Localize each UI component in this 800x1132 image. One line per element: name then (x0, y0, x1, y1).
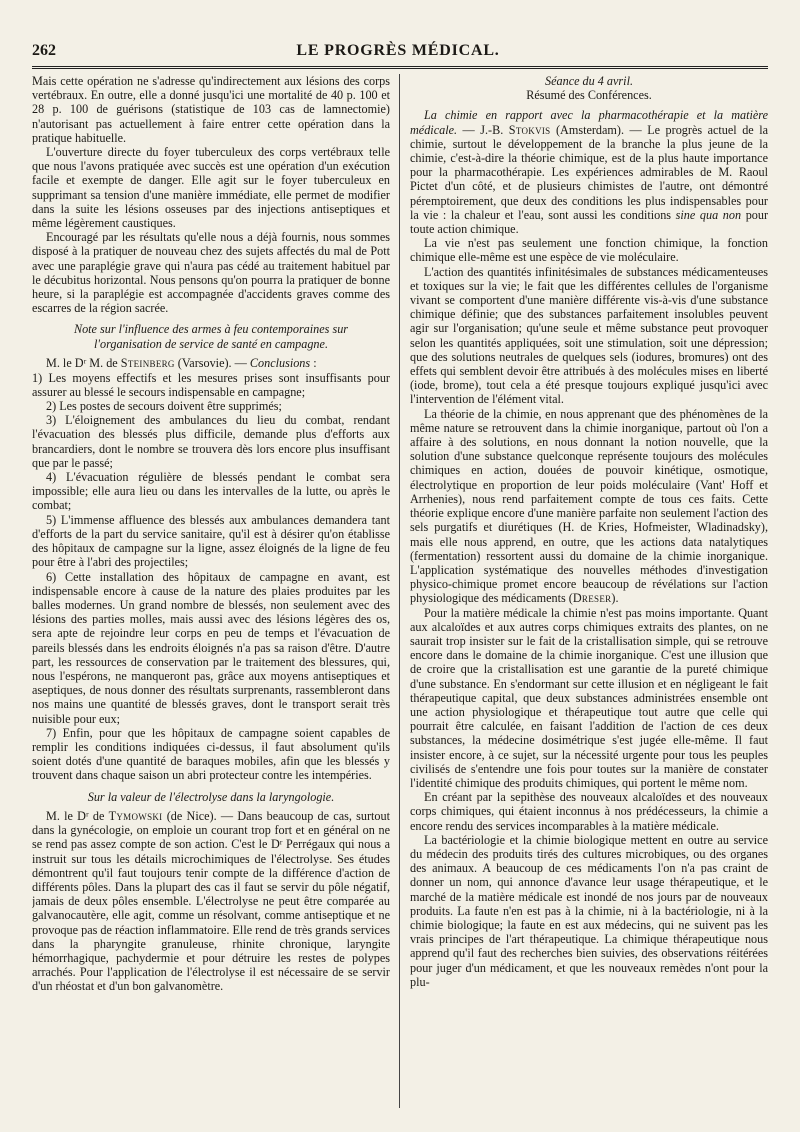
author-name: Stokvis (508, 122, 551, 137)
paragraph: L'ouverture directe du foyer tuberculeux des corps vertébraux telle que nous l'avons pratiquée avec succès est une opération d'un exécution facile et exempte de danger. Elle agit sur le foyer tuberculeux en supprimant sa tension d'une manière immédiate, elle permet de modifier dans la suite les lésions osseuses par des injections antiseptiques et même légèrement caustiques. (32, 145, 390, 231)
conclusion-item: 5) L'immense affluence des blessés aux ambulances demandera tant d'efforts de la part du service sanitaire, qu'il est à désirer qu'on établisse des hôpitaux de campagne sur la ligne, assez éloignés de la ligne de feu pour être à l'abri des projectiles; (32, 512, 390, 570)
paragraph-text: La théorie de la chimie, en nous apprenant que des phénomènes de la même nature se retrouvent dans la chimie inorganique, partout où l'on a affaire à des solutions, en nous donnant la notion nouvelle, que la solution d'une substance quelconque représente toujours des molécules chimiques en action, douées de pouvoir kinétique, osmotique, électrolytique en proportion de leur poids moléculaire (Vant' Hoff et Arrhenies), nous rend parfaitement compte de tous ces faits. Cette théorie explique encore d'une manière parfaite non seulement l'action des sels purgatifs et diurétiques (H. de Kries, Hofmeister, Wladinadsky), mais elle nous apprend, en outre, que les actions data natalytiques (fermentation) ressortent aussi du domaine de la chimie inorganique. L'application systématique des nouvelles méthodes d'investigation physico-chimique promet encore beaucoup de révélations sur l'action physiologique des médicaments ( (410, 406, 768, 606)
section-title-tymowski: Sur la valeur de l'électrolyse dans la laryngologie. (87, 789, 335, 804)
paragraph-text: ). (611, 591, 619, 606)
column-divider (399, 74, 400, 1108)
section-title-steinberg: Note sur l'influence des armes à feu contemporaines sur l'organisation de service de santé en campagne. (73, 322, 349, 351)
lecture-title: La chimie en rapport avec la pharmacothérapie et la matière médicale. (410, 108, 768, 137)
paragraph-tymowski (32, 809, 390, 994)
conclusion-item: 7) Enfin, pour que les hôpitaux de campagne soient capables de remplir les conditions indiquées ci-dessus, il faut absolument qu'ils soient dotés d'une quantité de baraques mobiles, afin que les blessés y trouvent dans chaque saison un abri protecteur contre les intempéries. (32, 725, 390, 783)
left-column (32, 74, 390, 1114)
paragraph-theory (410, 407, 768, 606)
right-column (410, 74, 768, 1114)
conclusion-item: 1) Les moyens effectifs et les mesures prises sont insuffisants pour assurer au blessé le secours indispensable en campagne; (32, 370, 390, 399)
dash: — J.-B. (462, 122, 504, 137)
paragraph: L'action des quantités infinitésimales de substances médicamenteuses et toxiques sur la vie; le fait que les différentes cellules de l'organisme vivant se comportent d'une manière différente vis-à-vis d'une substance chimique définie; que des substances parfaitement insolubles peuvent agir sur l'organisation; qu'une seule et même substance peut provoquer selon les quantités appliquées, soit une stimulation, soit une dépression; que des solutions neutrales de quelques sels (iodures, bromures) ont des effets qui semblent devoir être attribués à des molécules mises en liberté (iode, brome), tout cela a été presque toujours expliqué jusqu'ici avec l'intervention de l'élément vital. (410, 264, 768, 407)
author-name: Dreser (572, 591, 612, 606)
paragraph: Encouragé par les résultats qu'elle nous a déjà fournis, nous sommes disposé à la pratiquer de nouveau chez des sujets affectés du mal de Pott avec une paraplégie grave qui n'aura pas cédé au traitement habituel par le décubitus horizontal. Nous pensons qu'on pourra la pratiquer de bonne heure, si la paraplégie est accompagnée d'accidents graves comme des escarres de la région sacrée. (32, 230, 390, 316)
author-name: Tymowski (108, 809, 163, 824)
page-number: 262 (32, 42, 56, 59)
header-rule (32, 66, 768, 69)
paragraph-text: (Amsterdam). — Le progrès actuel de la chimie, surtout le développement de la branche la plus jeune de la chimie, c'est-à-dire la théorie chimique, est de la plus haute importance pour la pharmacothérapie. Les expériences admirables de M. Raoul Pictet d'un côté, et de plusieurs chimistes de l'autre, ont démontré péremptoirement, que deux des conditions les plus indispensables pour la vie : la chaleur et l'eau, sont aussi les conditions (410, 122, 768, 222)
author-line-steinberg (32, 356, 390, 370)
running-title: LE PROGRÈS MÉDICAL. (296, 42, 500, 59)
colon: : (313, 356, 317, 371)
conclusions-label: Conclusions (249, 356, 311, 371)
conclusion-item: 6) Cette installation des hôpitaux de campagne en avant, est indispensable encore à cause de la nature des plaies produites par les balles modernes. Un grand nombre de blessés, non seulement avec des lésions des parties molles, mais aussi avec des lésions légères des os, sera apte de rejoindre leur corps en peu de temps et l'évacuation de pareils blessés dans les endroits éloignés n'a pas sa raison d'être. D'autre part, les ressources de conservation par le traitement des blessures, qui, nous l'espérons, ne manqueront pas, grâce aux moyens antiseptiques et aseptiques, de nous donner des résultats surprenants, rassembleront dans nos mains une quantité de blessés graves, dont le transport serait très nuisible pour eux; (32, 569, 390, 726)
author-prefix: M. le Dʳ M. de (46, 356, 118, 371)
paragraph: En créant par la sepithèse des nouveaux alcaloïdes et des nouveaux corps chimiques, qui étaient inconnus à nos prédécesseurs, la chimie a encore rendu des services incomparables à la matière médicale. (410, 790, 768, 833)
session-date: Séance du 4 avril. (545, 74, 633, 88)
paragraph: Mais cette opération ne s'adresse qu'indirectement aux lésions des corps vertébraux. En outre, elle a donné jusqu'ici une mortalité de 40 p. 100 et 28 p. 100 de guérisons (statistique de 103 cas de lamnectomie) n'autorisant pas actuellement à faire entrer cette opération dans la pratique habituelle. (32, 74, 390, 145)
latin-phrase: sine qua non (675, 207, 742, 222)
conclusion-item: 3) L'éloignement des ambulances du lieu du combat, rendant l'évacuation des blessés plus difficile, demande plus d'efforts aux brancardiers, dont le nombre se trouvera dès lors encore plus insuffisant que par le passé; (32, 413, 390, 470)
paragraph: La bactériologie et la chimie biologique mettent en outre au service du médecin des produits tirés des cultures microbiques, ou des organes des animaux. A beaucoup de ces médicaments l'on n'a pas craint de donner un nom, qui annonce d'avance leur usage thérapeutique, et le marché de la matière médicale est inondé de nos jours par de nouveaux produits. La faute n'en est pas à la chimie, ni à la bactériologie, ni à la chimie biologique; la faute en est aux médecins, qui ne suivent pas les vrais principes de l'art thérapeutique. La chimique thérapeutique nous apprend qu'il faut des recherches bien suivies, des observations réitérées pour juger d'un médicament, et que les nouveaux remèdes n'ont pour la plu- (410, 832, 768, 989)
author-prefix: M. le Dʳ de (46, 809, 105, 824)
conclusion-item: 4) L'évacuation régulière de blessés pendant le combat sera impossible; elle aura lieu ou dans les intervalles de la lutte, ou après le combat; (32, 470, 390, 513)
paragraph-stokvis (410, 108, 768, 236)
author-place: (Varsovie). — (177, 356, 247, 371)
paragraph-text: pour toute action chimique. (410, 207, 768, 237)
paragraph: Pour la matière médicale la chimie n'est pas moins importante. Quant aux alcaloïdes et aux autres corps chimiques extraits des plantes, on ne saurait trop insister sur le fait de la cristallisation simple, qui se retrouve encore dans le domaine de la chimie inorganique. C'est une illusion que de croire que la cristallisation est une garantie de la pureté chimique d'une substance. En s'endormant sur cette illusion et en négligeant le fait thérapeutique capital, que deux substances administrées ensemble ont une action physiologique et thérapeutique tout autre que celle qui pourrait être calculée, en faisant l'addition de l'action de ces deux substances, la médecine dosimétrique s'est jugée elle-même. Il faut insister encore, à ce sujet, sur la nécessité urgente pour tous les peuples civilisés de s'entendre une fois pour toutes sur la manière de constater l'identité chimique des produits chimiques, qui portent le même nom. (410, 605, 768, 790)
page-header (32, 40, 764, 62)
summary-heading: Résumé des Conférences. (526, 88, 652, 103)
paragraph: La vie n'est pas seulement une fonction chimique, la fonction chimique elle-même est une espèce de vie moléculaire. (410, 236, 768, 265)
conclusion-item: 2) Les postes de secours doivent être supprimés; (46, 399, 282, 414)
paragraph-text: (de Nice). — Dans beaucoup de cas, surtout dans la gynécologie, on emploie un courant trop fort et en général on ne se rend pas assez compte de son action. C'est le Dʳ Perrégaux qui nous a instruit sur tous les détails microchimiques de l'électrolyse. Ses études démontrent qu'il faut toujours tenir compte de la différence d'action de différents pôles. Dans la plupart des cas il faut se servir du pôle négatif, jamais de deux pôles ensemble. L'électrolyse ne peut être comparée au galvanocautère, elle agit, comme un résolvant, comme antiseptique et ne provoque pas de réaction inflammatoire. Elle rend de très grands services dans la pharyngite granuleuse, rhinite chronique, laryngite hémorrhagique, pachydermie et pour détruire les restes de polypes arrachés. Pour l'application de l'électrolyse il est nécessaire de se servir d'un rhéostat et d'un bon galvanomètre. (32, 809, 390, 994)
author-name: Steinberg (120, 356, 175, 371)
